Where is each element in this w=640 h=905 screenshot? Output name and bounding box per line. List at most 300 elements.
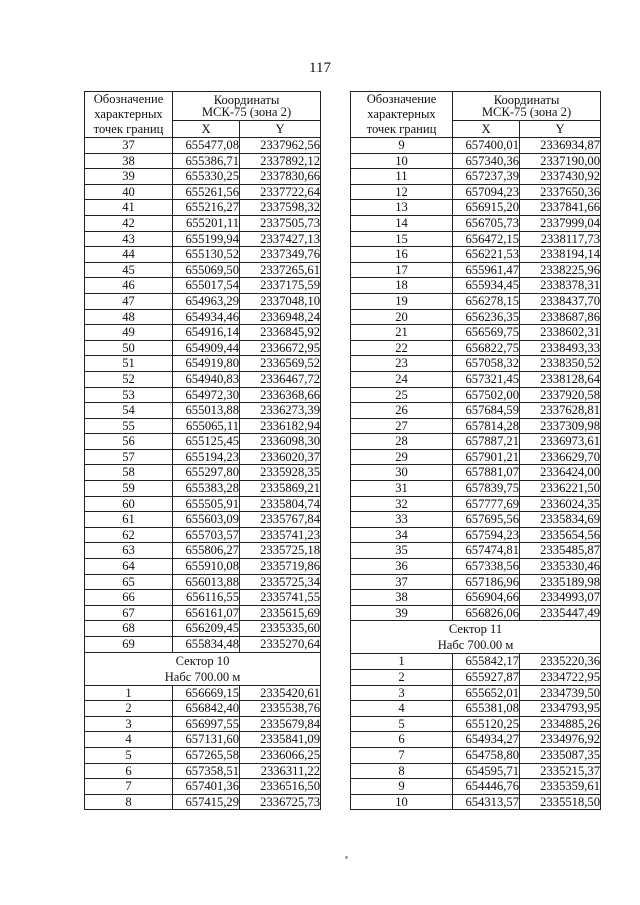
table-row — [85, 590, 321, 606]
x-coordinate: 655125,45 — [173, 434, 240, 450]
point-number: 29 — [351, 449, 453, 465]
y-coordinate: 2338687,86 — [520, 309, 601, 325]
point-number: 8 — [85, 794, 173, 810]
point-number: 1 — [85, 685, 173, 701]
y-coordinate: 2338378,31 — [520, 278, 601, 294]
table-row — [85, 371, 321, 387]
y-coordinate: 2337722,64 — [240, 184, 321, 200]
x-coordinate: 657401,36 — [173, 779, 240, 795]
y-coordinate: 2337265,61 — [240, 262, 321, 278]
sector-height: Набс 700.00 м — [164, 669, 241, 684]
y-coordinate: 2334739,50 — [520, 685, 601, 701]
x-coordinate: 655330,25 — [173, 169, 240, 185]
point-number: 34 — [351, 527, 453, 543]
table-row — [85, 512, 321, 528]
table-row — [351, 465, 601, 481]
x-coordinate: 655927,87 — [453, 670, 520, 686]
x-coordinate: 657839,75 — [453, 481, 520, 497]
table-row — [351, 184, 601, 200]
designation-header — [351, 92, 453, 138]
x-coordinate: 655910,08 — [173, 559, 240, 575]
point-number: 25 — [351, 387, 453, 403]
table-row — [351, 559, 601, 575]
point-number: 50 — [85, 340, 173, 356]
table-row — [85, 169, 321, 185]
y-coordinate: 2336725,73 — [240, 794, 321, 810]
x-coordinate: 655603,09 — [173, 512, 240, 528]
coordinates-header — [453, 92, 601, 121]
point-number: 37 — [85, 138, 173, 154]
point-number: 30 — [351, 465, 453, 481]
y-coordinate: 2338437,70 — [520, 293, 601, 309]
table-row — [351, 449, 601, 465]
y-coordinate: 2335725,18 — [240, 543, 321, 559]
table-row — [85, 231, 321, 247]
y-column-header: Y — [520, 121, 601, 138]
table-row — [85, 605, 321, 621]
y-coordinate: 2336182,94 — [240, 418, 321, 434]
table-row — [85, 637, 321, 653]
y-coordinate: 2335270,64 — [240, 637, 321, 653]
point-number: 46 — [85, 278, 173, 294]
table-row — [351, 418, 601, 434]
x-coordinate: 657358,51 — [173, 763, 240, 779]
y-column-header: Y — [240, 121, 321, 138]
x-coordinate: 655477,08 — [173, 138, 240, 154]
y-coordinate: 2337841,66 — [520, 200, 601, 216]
y-coordinate: 2335330,46 — [520, 559, 601, 575]
table-row — [351, 481, 601, 497]
point-number: 9 — [351, 779, 453, 795]
table-row — [85, 527, 321, 543]
y-coordinate: 2334993,07 — [520, 590, 601, 606]
y-coordinate: 2335615,69 — [240, 605, 321, 621]
table-row — [85, 716, 321, 732]
sector-title: Сектор 10 — [175, 653, 230, 668]
y-coordinate: 2335447,49 — [520, 605, 601, 621]
point-number: 55 — [85, 418, 173, 434]
x-coordinate: 657777,69 — [453, 496, 520, 512]
x-coordinate: 655842,17 — [453, 654, 520, 670]
table-row — [85, 465, 321, 481]
y-coordinate: 2336098,30 — [240, 434, 321, 450]
y-coordinate: 2335741,55 — [240, 590, 321, 606]
table-row — [351, 605, 601, 621]
y-coordinate: 2335420,61 — [240, 685, 321, 701]
point-number: 24 — [351, 371, 453, 387]
point-number: 20 — [351, 309, 453, 325]
y-coordinate: 2336467,72 — [240, 371, 321, 387]
point-number: 51 — [85, 356, 173, 372]
table-row — [85, 340, 321, 356]
point-number: 48 — [85, 309, 173, 325]
y-coordinate: 2336629,70 — [520, 449, 601, 465]
right-sector-block — [351, 621, 601, 654]
y-coordinate: 2336845,92 — [240, 325, 321, 341]
x-coordinate: 657814,28 — [453, 418, 520, 434]
designation-header — [85, 92, 173, 138]
x-coordinate: 655069,50 — [173, 262, 240, 278]
point-number: 12 — [351, 184, 453, 200]
table-row — [351, 262, 601, 278]
y-coordinate: 2337650,36 — [520, 184, 601, 200]
point-number: 65 — [85, 574, 173, 590]
point-number: 64 — [85, 559, 173, 575]
point-number: 47 — [85, 293, 173, 309]
point-number: 17 — [351, 262, 453, 278]
table-row — [351, 543, 601, 559]
y-coordinate: 2337430,92 — [520, 169, 601, 185]
table-row — [85, 278, 321, 294]
x-coordinate: 655017,54 — [173, 278, 240, 294]
x-coordinate: 657338,56 — [453, 559, 520, 575]
table-row — [85, 496, 321, 512]
y-coordinate: 2336672,95 — [240, 340, 321, 356]
table-row — [351, 309, 601, 325]
y-coordinate: 2338225,96 — [520, 262, 601, 278]
point-number: 5 — [85, 747, 173, 763]
coordinates-header-line1: Координаты — [493, 92, 560, 107]
y-coordinate: 2336273,39 — [240, 403, 321, 419]
x-coordinate: 656669,15 — [173, 685, 240, 701]
x-coordinate: 656842,40 — [173, 701, 240, 717]
table-row — [351, 387, 601, 403]
y-coordinate: 2335719,86 — [240, 559, 321, 575]
table-row — [85, 449, 321, 465]
coordinates-header-line1: Координаты — [213, 92, 280, 107]
table-row — [85, 418, 321, 434]
table-row — [351, 574, 601, 590]
x-coordinate: 657094,23 — [453, 184, 520, 200]
point-number: 54 — [85, 403, 173, 419]
x-coordinate: 655199,94 — [173, 231, 240, 247]
coordinates-header-line2: МСК-75 (зона 2) — [201, 105, 292, 120]
table-row — [351, 496, 601, 512]
y-coordinate: 2335335,60 — [240, 621, 321, 637]
y-coordinate: 2337505,73 — [240, 215, 321, 231]
x-coordinate: 655216,27 — [173, 200, 240, 216]
table-row — [351, 654, 601, 670]
table-row — [85, 403, 321, 419]
y-coordinate: 2338493,33 — [520, 340, 601, 356]
point-number: 31 — [351, 481, 453, 497]
point-number: 41 — [85, 200, 173, 216]
point-number: 44 — [85, 247, 173, 263]
table-row — [351, 716, 601, 732]
y-coordinate: 2337427,13 — [240, 231, 321, 247]
point-number: 67 — [85, 605, 173, 621]
x-coordinate: 657321,45 — [453, 371, 520, 387]
table-row — [351, 138, 601, 154]
x-coordinate: 655383,28 — [173, 481, 240, 497]
y-coordinate: 2337048,10 — [240, 293, 321, 309]
point-number: 3 — [351, 685, 453, 701]
y-coordinate: 2335869,21 — [240, 481, 321, 497]
y-coordinate: 2336024,35 — [520, 496, 601, 512]
x-coordinate: 654940,83 — [173, 371, 240, 387]
table-row — [85, 747, 321, 763]
y-coordinate: 2336569,52 — [240, 356, 321, 372]
point-number: 22 — [351, 340, 453, 356]
x-coordinate: 656472,15 — [453, 231, 520, 247]
x-coordinate: 655201,11 — [173, 215, 240, 231]
y-coordinate: 2336948,24 — [240, 309, 321, 325]
x-coordinate: 656221,53 — [453, 247, 520, 263]
y-coordinate: 2337598,32 — [240, 200, 321, 216]
point-number: 21 — [351, 325, 453, 341]
y-coordinate: 2335220,36 — [520, 654, 601, 670]
point-number: 69 — [85, 637, 173, 653]
y-coordinate: 2338194,14 — [520, 247, 601, 263]
table-row — [85, 621, 321, 637]
y-coordinate: 2336368,66 — [240, 387, 321, 403]
x-coordinate: 655297,80 — [173, 465, 240, 481]
point-number: 2 — [351, 670, 453, 686]
x-coordinate: 657474,81 — [453, 543, 520, 559]
left-rows-a — [85, 138, 321, 653]
point-number: 19 — [351, 293, 453, 309]
point-number: 4 — [351, 701, 453, 717]
y-coordinate: 2334793,95 — [520, 701, 601, 717]
table-row — [85, 138, 321, 154]
point-number: 61 — [85, 512, 173, 528]
point-number: 7 — [351, 747, 453, 763]
x-coordinate: 656705,73 — [453, 215, 520, 231]
x-coordinate: 656236,35 — [453, 309, 520, 325]
point-number: 11 — [351, 169, 453, 185]
table-row — [85, 481, 321, 497]
point-number: 27 — [351, 418, 453, 434]
point-number: 33 — [351, 512, 453, 528]
y-coordinate: 2336020,37 — [240, 449, 321, 465]
table-row — [85, 184, 321, 200]
point-number: 18 — [351, 278, 453, 294]
y-coordinate: 2338117,73 — [520, 231, 601, 247]
table-row — [351, 340, 601, 356]
x-coordinate: 656278,15 — [453, 293, 520, 309]
y-coordinate: 2337892,12 — [240, 153, 321, 169]
table-row — [85, 794, 321, 810]
y-coordinate: 2337175,59 — [240, 278, 321, 294]
point-number: 14 — [351, 215, 453, 231]
table-row — [351, 215, 601, 231]
table-row — [351, 434, 601, 450]
y-coordinate: 2338128,64 — [520, 371, 601, 387]
point-number: 39 — [85, 169, 173, 185]
point-number: 13 — [351, 200, 453, 216]
y-coordinate: 2336424,00 — [520, 465, 601, 481]
y-coordinate: 2337628,81 — [520, 403, 601, 419]
table-row — [351, 670, 601, 686]
point-number: 15 — [351, 231, 453, 247]
point-number: 16 — [351, 247, 453, 263]
y-coordinate: 2335834,69 — [520, 512, 601, 528]
table-row — [85, 543, 321, 559]
table-row — [351, 512, 601, 528]
x-coordinate: 655130,52 — [173, 247, 240, 263]
table-row — [85, 215, 321, 231]
point-number: 6 — [85, 763, 173, 779]
y-coordinate: 2336516,50 — [240, 779, 321, 795]
y-coordinate: 2336311,22 — [240, 763, 321, 779]
y-coordinate: 2335359,61 — [520, 779, 601, 795]
x-coordinate: 654934,27 — [453, 732, 520, 748]
table-row — [85, 356, 321, 372]
x-coordinate: 654595,71 — [453, 763, 520, 779]
y-coordinate: 2335841,09 — [240, 732, 321, 748]
x-coordinate: 657400,01 — [453, 138, 520, 154]
x-coordinate: 657887,21 — [453, 434, 520, 450]
x-coordinate: 657502,00 — [453, 387, 520, 403]
table-row — [351, 356, 601, 372]
x-coordinate: 656822,75 — [453, 340, 520, 356]
x-coordinate: 657340,36 — [453, 153, 520, 169]
x-coordinate: 654909,44 — [173, 340, 240, 356]
y-coordinate: 2338602,31 — [520, 325, 601, 341]
table-row — [85, 779, 321, 795]
table-row — [351, 527, 601, 543]
table-row — [85, 434, 321, 450]
table-row — [85, 732, 321, 748]
x-coordinate: 655806,27 — [173, 543, 240, 559]
table-row — [351, 747, 601, 763]
x-coordinate: 656209,45 — [173, 621, 240, 637]
x-coordinate: 654758,80 — [453, 747, 520, 763]
point-number: 58 — [85, 465, 173, 481]
left-rows-b — [85, 685, 321, 810]
x-coordinate: 654972,30 — [173, 387, 240, 403]
table-row — [351, 685, 601, 701]
point-number: 36 — [351, 559, 453, 575]
point-number: 49 — [85, 325, 173, 341]
x-coordinate: 657881,07 — [453, 465, 520, 481]
x-coordinate: 655652,01 — [453, 685, 520, 701]
point-number: 62 — [85, 527, 173, 543]
y-coordinate: 2337349,76 — [240, 247, 321, 263]
table-row — [85, 153, 321, 169]
y-coordinate: 2335654,56 — [520, 527, 601, 543]
y-coordinate: 2337962,56 — [240, 138, 321, 154]
x-coordinate: 654963,29 — [173, 293, 240, 309]
x-coordinate: 657684,59 — [453, 403, 520, 419]
table-row — [351, 169, 601, 185]
y-coordinate: 2335928,35 — [240, 465, 321, 481]
point-number: 26 — [351, 403, 453, 419]
y-coordinate: 2335804,74 — [240, 496, 321, 512]
y-coordinate: 2336221,50 — [520, 481, 601, 497]
table-row — [85, 293, 321, 309]
table-row — [351, 200, 601, 216]
y-coordinate: 2335189,98 — [520, 574, 601, 590]
table-row — [351, 732, 601, 748]
x-coordinate: 656826,06 — [453, 605, 520, 621]
table-row — [85, 262, 321, 278]
point-number: 60 — [85, 496, 173, 512]
designation-header-line1: Обозначение — [93, 92, 164, 106]
point-number: 32 — [351, 496, 453, 512]
x-coordinate: 655013,88 — [173, 403, 240, 419]
table-row — [351, 403, 601, 419]
sector-height: Набс 700.00 м — [437, 638, 514, 653]
point-number: 35 — [351, 543, 453, 559]
sector-11-heading — [351, 621, 601, 654]
x-coordinate: 655194,23 — [173, 449, 240, 465]
point-number: 68 — [85, 621, 173, 637]
x-coordinate: 655261,56 — [173, 184, 240, 200]
point-number: 28 — [351, 434, 453, 450]
y-coordinate: 2335215,37 — [520, 763, 601, 779]
x-coordinate: 654919,80 — [173, 356, 240, 372]
table-row — [85, 685, 321, 701]
point-number: 43 — [85, 231, 173, 247]
point-number: 40 — [85, 184, 173, 200]
y-coordinate: 2336973,61 — [520, 434, 601, 450]
y-coordinate: 2335538,76 — [240, 701, 321, 717]
table-row — [351, 779, 601, 795]
x-coordinate: 656997,55 — [173, 716, 240, 732]
y-coordinate: 2337830,66 — [240, 169, 321, 185]
table-row — [351, 278, 601, 294]
point-number: 7 — [85, 779, 173, 795]
point-number: 59 — [85, 481, 173, 497]
table-row — [351, 763, 601, 779]
x-coordinate: 656013,88 — [173, 574, 240, 590]
x-coordinate: 657058,32 — [453, 356, 520, 372]
point-number: 56 — [85, 434, 173, 450]
y-coordinate: 2337190,00 — [520, 153, 601, 169]
y-coordinate: 2335679,84 — [240, 716, 321, 732]
designation-header-line2: характерных — [367, 107, 436, 121]
point-number: 38 — [85, 153, 173, 169]
x-coordinate: 657901,21 — [453, 449, 520, 465]
y-coordinate: 2335485,87 — [520, 543, 601, 559]
table-row — [351, 325, 601, 341]
y-coordinate: 2334722,95 — [520, 670, 601, 686]
x-coordinate: 655703,57 — [173, 527, 240, 543]
x-coordinate: 655381,08 — [453, 701, 520, 717]
x-coordinate: 654916,14 — [173, 325, 240, 341]
x-coordinate: 656116,55 — [173, 590, 240, 606]
table-row — [85, 701, 321, 717]
x-coordinate: 655065,11 — [173, 418, 240, 434]
coordinates-header — [173, 92, 321, 121]
x-coordinate: 656569,75 — [453, 325, 520, 341]
point-number: 1 — [351, 654, 453, 670]
y-coordinate: 2335741,23 — [240, 527, 321, 543]
x-coordinate: 657265,58 — [173, 747, 240, 763]
x-coordinate: 657186,96 — [453, 574, 520, 590]
designation-header-line2: характерных — [94, 107, 163, 121]
scan-dot — [345, 856, 348, 859]
table-row — [85, 200, 321, 216]
table-row — [85, 574, 321, 590]
x-coordinate: 654934,46 — [173, 309, 240, 325]
y-coordinate: 2334976,92 — [520, 732, 601, 748]
sector-10-heading — [85, 652, 321, 685]
point-number: 66 — [85, 590, 173, 606]
table-row — [351, 590, 601, 606]
y-coordinate: 2334885,26 — [520, 716, 601, 732]
x-coordinate: 655505,91 — [173, 496, 240, 512]
table-row — [85, 325, 321, 341]
table-row — [85, 309, 321, 325]
y-coordinate: 2335518,50 — [520, 794, 601, 810]
designation-header-line3: точек границ — [366, 122, 437, 136]
point-number: 6 — [351, 732, 453, 748]
left-sector-block — [85, 652, 321, 685]
point-number: 2 — [85, 701, 173, 717]
x-coordinate: 655834,48 — [173, 637, 240, 653]
